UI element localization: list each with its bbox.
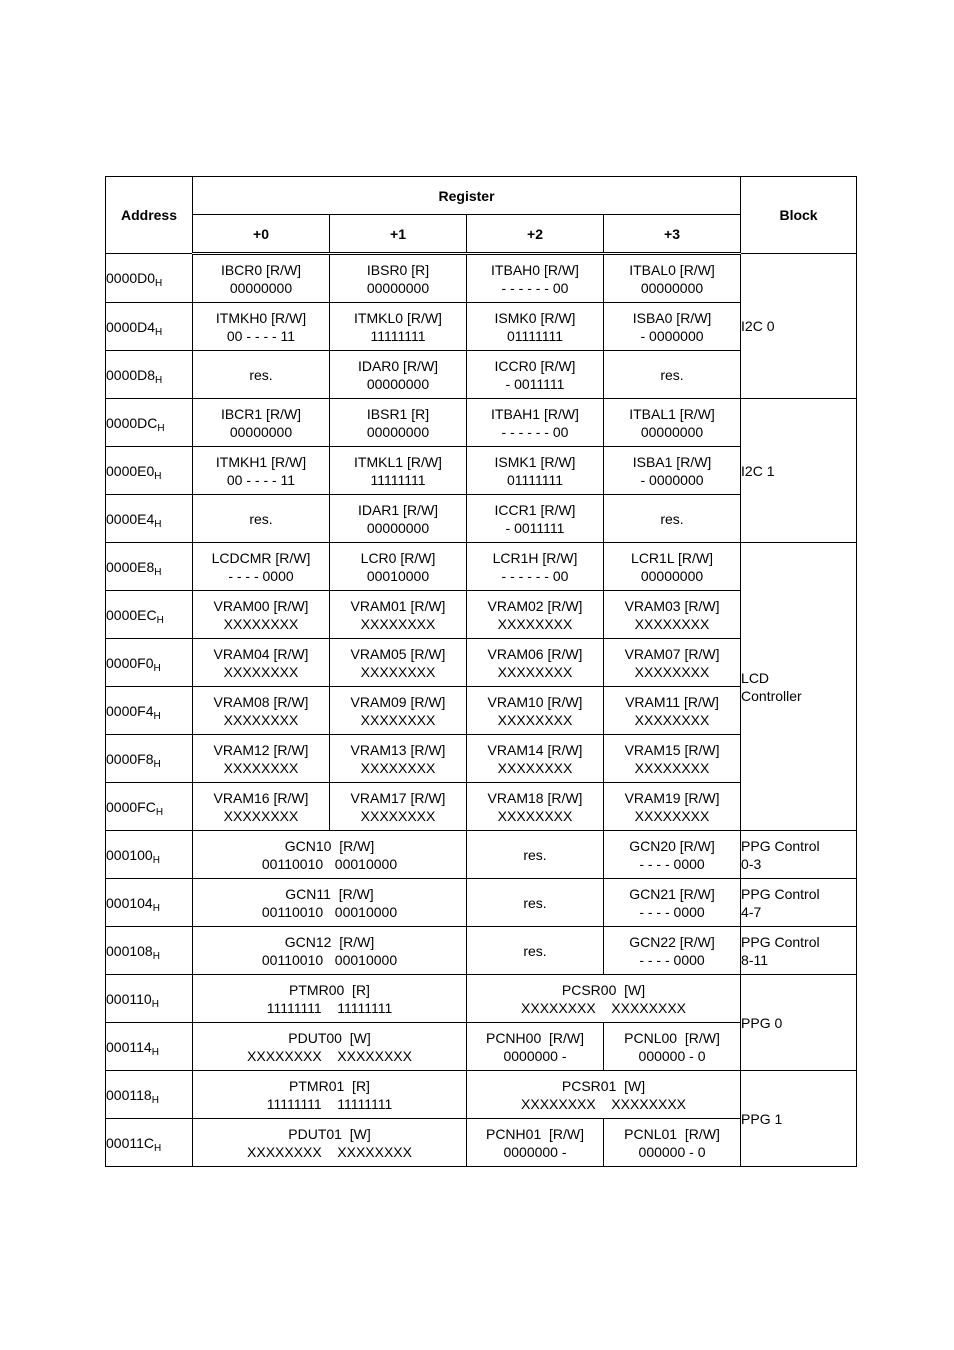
register-cell: res. (604, 351, 741, 399)
register-cell: ITBAH1 [R/W] - - - - - - 00 (467, 399, 604, 447)
address-cell: $0000F8_H$ (106, 735, 193, 783)
register-cell: ITMKH1 [R/W] 00 - - - - 11 (193, 447, 330, 495)
register-cell: VRAM04 [R/W] XXXXXXXX (193, 639, 330, 687)
register-cell: VRAM10 [R/W] XXXXXXXX (467, 687, 604, 735)
address-cell: $000118_H$ (106, 1071, 193, 1119)
table-row (106, 927, 857, 975)
register-cell: IDAR0 [R/W] 00000000 (330, 351, 467, 399)
register-cell: PTMR01 [R] 11111111 11111111 (193, 1071, 467, 1119)
register-cell: res. (193, 495, 330, 543)
block-cell-lcd-controller: LCD Controller (741, 543, 857, 831)
register-cell: PTMR00 [R] 11111111 11111111 (193, 975, 467, 1023)
register-cell: GCN11 [R/W] 00110010 00010000 (193, 879, 467, 927)
register-cell: PCSR00 [W] XXXXXXXX XXXXXXXX (467, 975, 741, 1023)
register-cell: VRAM08 [R/W] XXXXXXXX (193, 687, 330, 735)
register-cell: LCDCMR [R/W] - - - - 0000 (193, 543, 330, 591)
address-cell: $0000EC_H$ (106, 591, 193, 639)
register-cell: GCN12 [R/W] 00110010 00010000 (193, 927, 467, 975)
register-cell: PCNH01 [R/W] 0000000 - (467, 1119, 604, 1167)
block-cell-ppg-control-4-7: PPG Control 4-7 (741, 879, 857, 927)
register-cell: ITMKL1 [R/W] 11111111 (330, 447, 467, 495)
address-cell: $000100_H$ (106, 831, 193, 879)
register-cell: VRAM03 [R/W] XXXXXXXX (604, 591, 741, 639)
register-cell: IBSR0 [R] 00000000 (330, 254, 467, 303)
register-cell: res. (467, 879, 604, 927)
address-cell: $0000D4_H$ (106, 303, 193, 351)
register-cell: PCNL01 [R/W] 000000 - 0 (604, 1119, 741, 1167)
address-cell: $0000E8_H$ (106, 543, 193, 591)
register-map-table (105, 176, 857, 1167)
table-row (106, 879, 857, 927)
register-cell: PCNL00 [R/W] 000000 - 0 (604, 1023, 741, 1071)
register-cell: ITMKL0 [R/W] 11111111 (330, 303, 467, 351)
register-cell: VRAM11 [R/W] XXXXXXXX (604, 687, 741, 735)
register-cell: VRAM01 [R/W] XXXXXXXX (330, 591, 467, 639)
register-cell: VRAM17 [R/W] XXXXXXXX (330, 783, 467, 831)
block-cell-i2c1: I2C 1 (741, 399, 857, 543)
register-cell: LCR1H [R/W] - - - - - - 00 (467, 543, 604, 591)
block-cell-ppg-control-8-11: PPG Control 8-11 (741, 927, 857, 975)
header-address: Address (106, 177, 193, 254)
address-cell: $000114_H$ (106, 1023, 193, 1071)
register-cell: IDAR1 [R/W] 00000000 (330, 495, 467, 543)
address-cell: $0000D8_H$ (106, 351, 193, 399)
block-cell-ppg0: PPG 0 (741, 975, 857, 1071)
header-offset-1: +1 (330, 215, 467, 254)
register-cell: VRAM00 [R/W] XXXXXXXX (193, 591, 330, 639)
register-cell: IBSR1 [R] 00000000 (330, 399, 467, 447)
table-row (106, 831, 857, 879)
address-cell: $000110_H$ (106, 975, 193, 1023)
address-cell: $0000E4_H$ (106, 495, 193, 543)
block-cell-i2c0: I2C 0 (741, 254, 857, 399)
register-cell: VRAM09 [R/W] XXXXXXXX (330, 687, 467, 735)
register-cell: IBCR0 [R/W] 00000000 (193, 254, 330, 303)
table-row (106, 543, 857, 591)
address-cell: $0000F4_H$ (106, 687, 193, 735)
register-cell: VRAM16 [R/W] XXXXXXXX (193, 783, 330, 831)
register-cell: VRAM14 [R/W] XXXXXXXX (467, 735, 604, 783)
register-cell: ISBA1 [R/W] - 0000000 (604, 447, 741, 495)
header-offset-3: +3 (604, 215, 741, 254)
register-cell: IBCR1 [R/W] 00000000 (193, 399, 330, 447)
register-cell: ICCR0 [R/W] - 0011111 (467, 351, 604, 399)
address-cell: $0000D0_H$ (106, 254, 193, 303)
register-cell: res. (193, 351, 330, 399)
register-cell: ITBAL0 [R/W] 00000000 (604, 254, 741, 303)
address-cell: $0000FC_H$ (106, 783, 193, 831)
address-cell: $0000E0_H$ (106, 447, 193, 495)
register-cell: res. (467, 831, 604, 879)
register-cell: PCNH00 [R/W] 0000000 - (467, 1023, 604, 1071)
register-cell: PDUT01 [W] XXXXXXXX XXXXXXXX (193, 1119, 467, 1167)
address-cell: $0000F0_H$ (106, 639, 193, 687)
register-cell: PCSR01 [W] XXXXXXXX XXXXXXXX (467, 1071, 741, 1119)
address-cell: $000104_H$ (106, 879, 193, 927)
register-cell: res. (604, 495, 741, 543)
register-cell: ISBA0 [R/W] - 0000000 (604, 303, 741, 351)
register-cell: VRAM06 [R/W] XXXXXXXX (467, 639, 604, 687)
table-row (106, 1071, 857, 1119)
register-cell: res. (467, 927, 604, 975)
table-row (106, 399, 857, 447)
register-cell: LCR1L [R/W] 00000000 (604, 543, 741, 591)
register-cell: VRAM19 [R/W] XXXXXXXX (604, 783, 741, 831)
block-cell-ppg-control-0-3: PPG Control 0-3 (741, 831, 857, 879)
table-row (106, 254, 857, 303)
register-cell: ICCR1 [R/W] - 0011111 (467, 495, 604, 543)
register-cell: VRAM15 [R/W] XXXXXXXX (604, 735, 741, 783)
block-cell-ppg1: PPG 1 (741, 1071, 857, 1167)
header-register: Register (193, 177, 741, 215)
header-offset-0: +0 (193, 215, 330, 254)
register-cell: VRAM05 [R/W] XXXXXXXX (330, 639, 467, 687)
register-cell: VRAM07 [R/W] XXXXXXXX (604, 639, 741, 687)
register-cell: GCN22 [R/W] - - - - 0000 (604, 927, 741, 975)
table-row (106, 975, 857, 1023)
register-cell: VRAM13 [R/W] XXXXXXXX (330, 735, 467, 783)
register-cell: ISMK0 [R/W] 01111111 (467, 303, 604, 351)
register-cell: VRAM18 [R/W] XXXXXXXX (467, 783, 604, 831)
register-cell: PDUT00 [W] XXXXXXXX XXXXXXXX (193, 1023, 467, 1071)
register-cell: LCR0 [R/W] 00010000 (330, 543, 467, 591)
address-cell: $00011C_H$ (106, 1119, 193, 1167)
register-cell: VRAM12 [R/W] XXXXXXXX (193, 735, 330, 783)
register-cell: ITBAL1 [R/W] 00000000 (604, 399, 741, 447)
address-cell: $0000DC_H$ (106, 399, 193, 447)
register-cell: VRAM02 [R/W] XXXXXXXX (467, 591, 604, 639)
register-cell: ITMKH0 [R/W] 00 - - - - 11 (193, 303, 330, 351)
register-cell: GCN10 [R/W] 00110010 00010000 (193, 831, 467, 879)
register-cell: GCN21 [R/W] - - - - 0000 (604, 879, 741, 927)
address-cell: $000108_H$ (106, 927, 193, 975)
header-offset-2: +2 (467, 215, 604, 254)
header-block: Block (741, 177, 857, 254)
register-cell: ISMK1 [R/W] 01111111 (467, 447, 604, 495)
register-cell: GCN20 [R/W] - - - - 0000 (604, 831, 741, 879)
register-cell: ITBAH0 [R/W] - - - - - - 00 (467, 254, 604, 303)
